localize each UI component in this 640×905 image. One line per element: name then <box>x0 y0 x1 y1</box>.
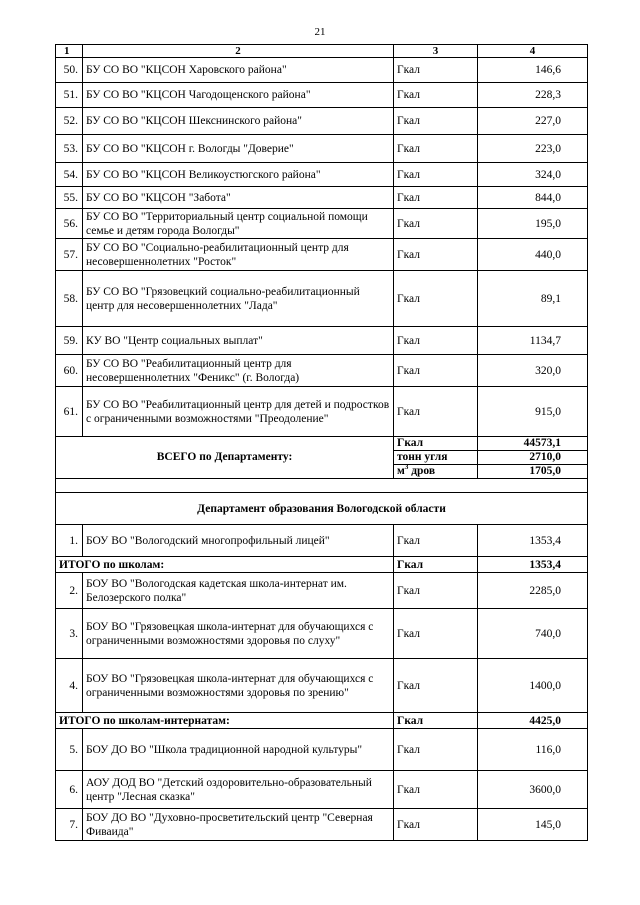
section-row <box>56 493 588 525</box>
row-name: БУ СО ВО "Реабилитационный центр для несовершеннолетних "Феникс" (г. Вологда) <box>83 355 394 387</box>
row-unit: Гкал <box>394 387 478 437</box>
unit-suffix: дров <box>408 465 436 477</box>
row-number: 59. <box>56 327 83 355</box>
row-name: БОУ ДО ВО "Школа традиционной народной культуры" <box>83 729 394 771</box>
table-row <box>56 355 588 387</box>
row-value: 844,0 <box>478 187 588 209</box>
dept-total-value: 1705,0 <box>478 465 588 479</box>
row-name: БУ СО ВО "КЦСОН Чагодощенского района" <box>83 83 394 108</box>
row-unit: Гкал <box>394 209 478 239</box>
row-number: 56. <box>56 209 83 239</box>
row-value: 324,0 <box>478 163 588 187</box>
dept-total-row <box>56 437 588 451</box>
table-row <box>56 771 588 809</box>
row-unit: Гкал <box>394 573 478 609</box>
row-number: 3. <box>56 609 83 659</box>
row-unit: Гкал <box>394 163 478 187</box>
spacer-cell <box>56 479 588 493</box>
page-number: 21 <box>314 26 326 38</box>
row-number: 57. <box>56 239 83 271</box>
row-unit: Гкал <box>394 729 478 771</box>
row-number: 53. <box>56 135 83 163</box>
dept-total-label: ВСЕГО по Департаменту: <box>56 437 394 479</box>
row-value: 223,0 <box>478 135 588 163</box>
total-unit: Гкал <box>394 557 478 573</box>
table-row <box>56 58 588 83</box>
total-value: 4425,0 <box>478 713 588 729</box>
dept-total-value: 2710,0 <box>478 451 588 465</box>
table-row <box>56 609 588 659</box>
total-label: ИТОГО по школам: <box>56 557 394 573</box>
dept-total-unit: Гкал <box>394 437 478 451</box>
row-number: 51. <box>56 83 83 108</box>
row-unit: Гкал <box>394 809 478 841</box>
dept-total-value: 44573,1 <box>478 437 588 451</box>
row-number: 58. <box>56 271 83 327</box>
row-value: 1353,4 <box>478 525 588 557</box>
dept-total-unit: тонн угля <box>394 451 478 465</box>
row-name: БОУ ДО ВО "Духовно-просветительский центр "Северная Фиваида" <box>83 809 394 841</box>
row-name: БУ СО ВО "КЦСОН Великоустюгского района" <box>83 163 394 187</box>
row-value: 146,6 <box>478 58 588 83</box>
total-label: ИТОГО по школам-интернатам: <box>56 713 394 729</box>
row-value: 320,0 <box>478 355 588 387</box>
row-unit: Гкал <box>394 239 478 271</box>
table-body <box>56 45 588 841</box>
table-row <box>56 327 588 355</box>
row-value: 227,0 <box>478 108 588 135</box>
row-number: 5. <box>56 729 83 771</box>
row-unit: Гкал <box>394 135 478 163</box>
row-unit: Гкал <box>394 355 478 387</box>
total-unit: Гкал <box>394 713 478 729</box>
row-unit: Гкал <box>394 525 478 557</box>
table-row <box>56 187 588 209</box>
spacer-row <box>56 479 588 493</box>
header-row <box>56 45 588 58</box>
row-unit: Гкал <box>394 609 478 659</box>
row-name: АОУ ДОД ВО "Детский оздоровительно-образовательный центр "Лесная сказка" <box>83 771 394 809</box>
table-row <box>56 809 588 841</box>
row-value: 1400,0 <box>478 659 588 713</box>
row-unit: Гкал <box>394 187 478 209</box>
total-row <box>56 713 588 729</box>
row-value: 228,3 <box>478 83 588 108</box>
row-unit: Гкал <box>394 58 478 83</box>
row-name: БУ СО ВО "Социально-реабилитационный центр для несовершеннолетних "Росток" <box>83 239 394 271</box>
row-unit: Гкал <box>394 108 478 135</box>
row-value: 145,0 <box>478 809 588 841</box>
row-value: 3600,0 <box>478 771 588 809</box>
table-row <box>56 525 588 557</box>
row-name: КУ ВО "Центр социальных выплат" <box>83 327 394 355</box>
row-value: 195,0 <box>478 209 588 239</box>
header-col-1: 1 <box>56 45 83 58</box>
row-value: 740,0 <box>478 609 588 659</box>
row-unit: Гкал <box>394 83 478 108</box>
table-row <box>56 729 588 771</box>
header-col-2: 2 <box>83 45 394 58</box>
row-unit: Гкал <box>394 271 478 327</box>
table-row <box>56 163 588 187</box>
table-row <box>56 573 588 609</box>
unit-superscript: 3 <box>404 463 409 472</box>
row-number: 4. <box>56 659 83 713</box>
row-name: БУ СО ВО "Реабилитационный центр для детей и подростков с ограниченными возможностями "Преодоление" <box>83 387 394 437</box>
row-name: БОУ ВО "Вологодская кадетская школа-интернат им. Белозерского полка" <box>83 573 394 609</box>
row-name: БУ СО ВО "Территориальный центр социальной помощи семье и детям города Вологды" <box>83 209 394 239</box>
unit-prefix: м <box>397 465 405 477</box>
section-title: Департамент образования Вологодской области <box>56 493 588 525</box>
row-name: БОУ ВО "Грязовецкая школа-интернат для обучающихся с ограниченными возможностями здоровья по слуху" <box>83 609 394 659</box>
header-col-3: 3 <box>394 45 478 58</box>
row-number: 55. <box>56 187 83 209</box>
row-value: 89,1 <box>478 271 588 327</box>
row-value: 915,0 <box>478 387 588 437</box>
row-name: БОУ ВО "Вологодский многопрофильный лицей" <box>83 525 394 557</box>
total-row <box>56 557 588 573</box>
table-row <box>56 83 588 108</box>
header-col-4: 4 <box>478 45 588 58</box>
dept-total-unit <box>394 465 478 479</box>
row-number: 50. <box>56 58 83 83</box>
row-name: БУ СО ВО "КЦСОН "Забота" <box>83 187 394 209</box>
table-row <box>56 209 588 239</box>
row-number: 1. <box>56 525 83 557</box>
row-number: 2. <box>56 573 83 609</box>
row-name: БУ СО ВО "КЦСОН Шекснинского района" <box>83 108 394 135</box>
table-row <box>56 108 588 135</box>
row-number: 61. <box>56 387 83 437</box>
row-number: 60. <box>56 355 83 387</box>
row-unit: Гкал <box>394 659 478 713</box>
row-value: 1134,7 <box>478 327 588 355</box>
row-number: 54. <box>56 163 83 187</box>
table-row <box>56 135 588 163</box>
row-name: БУ СО ВО "КЦСОН г. Вологды "Доверие" <box>83 135 394 163</box>
total-value: 1353,4 <box>478 557 588 573</box>
table-row <box>56 387 588 437</box>
row-number: 7. <box>56 809 83 841</box>
row-unit: Гкал <box>394 771 478 809</box>
row-unit: Гкал <box>394 327 478 355</box>
row-number: 52. <box>56 108 83 135</box>
energy-table <box>55 44 588 841</box>
row-name: БУ СО ВО "КЦСОН Харовского района" <box>83 58 394 83</box>
table-row <box>56 659 588 713</box>
table-row <box>56 239 588 271</box>
row-value: 116,0 <box>478 729 588 771</box>
row-value: 2285,0 <box>478 573 588 609</box>
row-name: БОУ ВО "Грязовецкая школа-интернат для обучающихся с ограниченными возможностями здоровья по зрению" <box>83 659 394 713</box>
row-name: БУ СО ВО "Грязовецкий социально-реабилитационный центр для несовершеннолетних "Лада" <box>83 271 394 327</box>
row-number: 6. <box>56 771 83 809</box>
table-row <box>56 271 588 327</box>
row-value: 440,0 <box>478 239 588 271</box>
